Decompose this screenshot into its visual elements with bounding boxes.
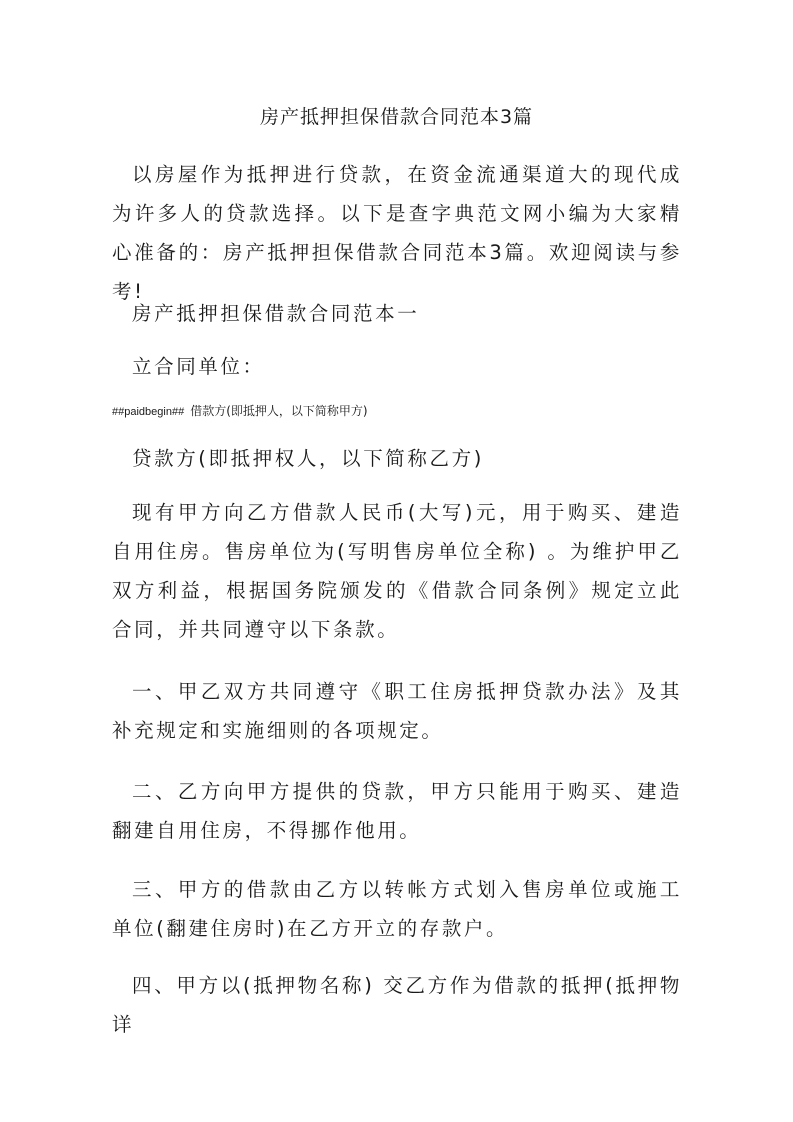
lender-line: 贷款方(即抵押权人，以下简称乙方) xyxy=(132,447,484,470)
party-label: 立合同单位： xyxy=(132,355,265,378)
clause-2: 二、乙方向甲方提供的贷款，甲方只能用于购买、建造翻建自用住房，不得挪作他用。 xyxy=(112,780,682,842)
clause-4: 四、甲方以(抵押物名称) 交乙方作为借款的抵押(抵押物详 xyxy=(112,974,682,1036)
section-title: 房产抵押担保借款合同范本一 xyxy=(132,302,420,325)
clause-1: 一、甲乙双方共同遵守《职工住房抵押贷款办法》及其补充规定和实施细则的各项规定。 xyxy=(112,680,682,742)
intro-paragraph: 以房屋作为抵押进行贷款，在资金流通渠道大的现代成为许多人的贷款选择。以下是查字典范文网小编为大家精心准备的：房产抵押担保借款合同范本3篇。欢迎阅读与参考! xyxy=(112,163,682,303)
paid-marker: ##paidbegin## xyxy=(112,406,185,418)
document-title: 房产抵押担保借款合同范本3篇 xyxy=(259,106,534,128)
clause-3: 三、甲方的借款由乙方以转帐方式划入售房单位或施工单位(翻建住房时)在乙方开立的存款户。 xyxy=(112,878,682,940)
borrower-text: 借款方(即抵押人，以下简称甲方) xyxy=(190,404,368,418)
preamble-paragraph: 现有甲方向乙方借款人民币(大写)元，用于购买、建造自用住房。售房单位为(写明售房单位全称) 。为维护甲乙双方利益，根据国务院颁发的《借款合同条例》规定立此合同，并共同遵守以下条款。 xyxy=(112,501,682,641)
borrower-line xyxy=(112,402,368,421)
